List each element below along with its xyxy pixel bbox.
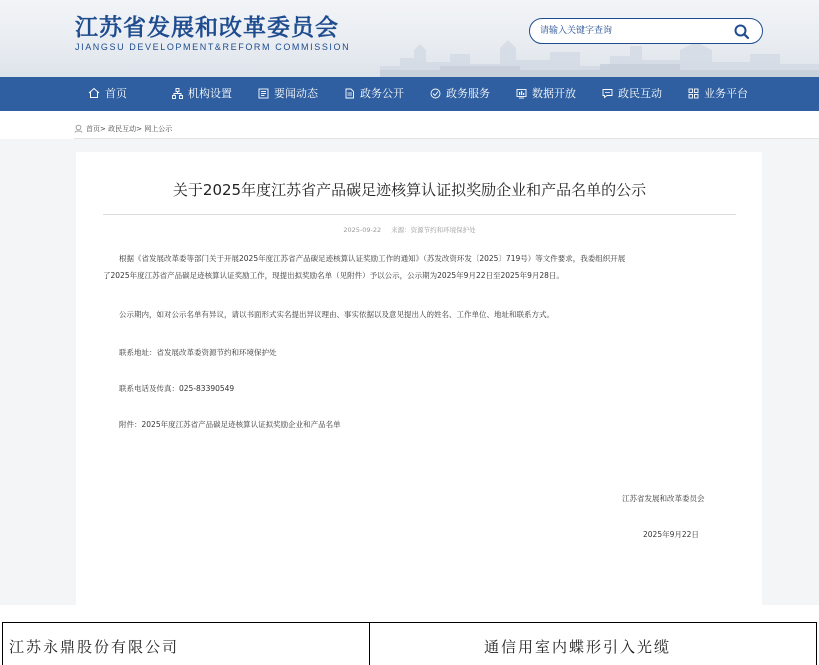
org-chart-icon <box>172 88 183 99</box>
signature: 江苏省发展和改革委员会 <box>622 494 705 503</box>
nav-item-government-services[interactable] <box>430 77 490 111</box>
nav-label: 政务服务 <box>446 87 490 100</box>
paragraph-2: 公示期内，如对公示名单有异议，请以书面形式实名提出异议理由、事实依据以及意见提出人的姓名、工作单位、地址和联系方式。 <box>119 310 554 319</box>
chat-icon <box>602 88 613 99</box>
nav-item-government-affairs[interactable] <box>344 77 404 111</box>
nav-item-organization[interactable] <box>172 77 232 111</box>
site-header <box>0 0 819 77</box>
search-box <box>529 18 763 44</box>
news-icon <box>258 88 269 99</box>
search-icon <box>732 22 752 42</box>
paragraph-1-line-1: 根据《省发展改革委等部门关于开展2025年度江苏省产品碳足迹核算认证奖励工作的通知》（苏发改资环发〔2025〕719号）等文件要求，我委组织开展 <box>119 254 626 263</box>
table-cell-company: 江苏永鼎股份有限公司 <box>9 638 180 656</box>
nav-label: 机构设置 <box>188 87 232 100</box>
nav-label: 政民互动 <box>618 87 662 100</box>
nav-item-open-data[interactable] <box>516 77 576 111</box>
attachment-table-row <box>2 622 817 665</box>
nav-item-business-platform[interactable] <box>688 77 748 111</box>
document-icon <box>344 88 355 99</box>
nav-label: 首页 <box>105 87 127 100</box>
article-title: 关于2025年度江苏省产品碳足迹核算认证拟奖励企业和产品名单的公示 <box>172 181 647 199</box>
breadcrumb-section[interactable]: 政民互动 <box>108 125 137 133</box>
breadcrumb-home[interactable]: 首页 <box>86 125 100 133</box>
table-cell-product: 通信用室内蝶形引入光缆 <box>484 638 672 656</box>
breadcrumb-separator: > <box>136 125 142 133</box>
contact-address: 联系地址：省发展改革委资源节约和环境保护处 <box>119 348 277 357</box>
nav-label: 要闻动态 <box>274 87 318 100</box>
attachment-label: 附件：2025年度江苏省产品碳足迹核算认证拟奖励企业和产品名单 <box>119 420 341 429</box>
nav-label: 业务平台 <box>704 87 748 100</box>
article-date: 2025-09-22 <box>343 226 382 234</box>
nav-item-interaction[interactable] <box>602 77 662 111</box>
article-source: 来源：资源节约和环境保护处 <box>391 226 476 234</box>
site-subtitle: JIANGSU DEVELOPMENT&REFORM COMMISSION <box>75 42 351 52</box>
breadcrumb <box>74 124 172 134</box>
table-cell-divider <box>369 623 370 665</box>
location-icon <box>74 124 83 133</box>
nav-label: 政务公开 <box>360 87 404 100</box>
nav-item-home[interactable] <box>88 77 127 111</box>
home-icon <box>88 87 100 99</box>
service-icon <box>430 88 441 99</box>
signature-date: 2025年9月22日 <box>643 530 699 539</box>
nav-item-news[interactable] <box>258 77 318 111</box>
grid-icon <box>688 88 699 99</box>
main-nav <box>0 77 819 111</box>
search-input[interactable] <box>540 22 720 40</box>
paragraph-1-line-2: 了2025年度江苏省产品碳足迹核算认证奖励工作，现提出拟奖励名单（见附件）予以公示，公示期为2025年9月22日至2025年9月28日。 <box>103 271 564 280</box>
site-title[interactable]: 江苏省发展和改革委员会 <box>75 15 339 41</box>
article-meta <box>0 225 819 234</box>
nav-label: 数据开放 <box>532 87 576 100</box>
breadcrumb-separator: > <box>100 125 106 133</box>
breadcrumb-current[interactable]: 网上公示 <box>144 125 173 133</box>
search-button[interactable] <box>732 22 752 42</box>
title-divider <box>103 214 736 215</box>
contact-phone: 联系电话及传真：025-83390549 <box>119 384 235 393</box>
data-icon <box>516 88 527 99</box>
